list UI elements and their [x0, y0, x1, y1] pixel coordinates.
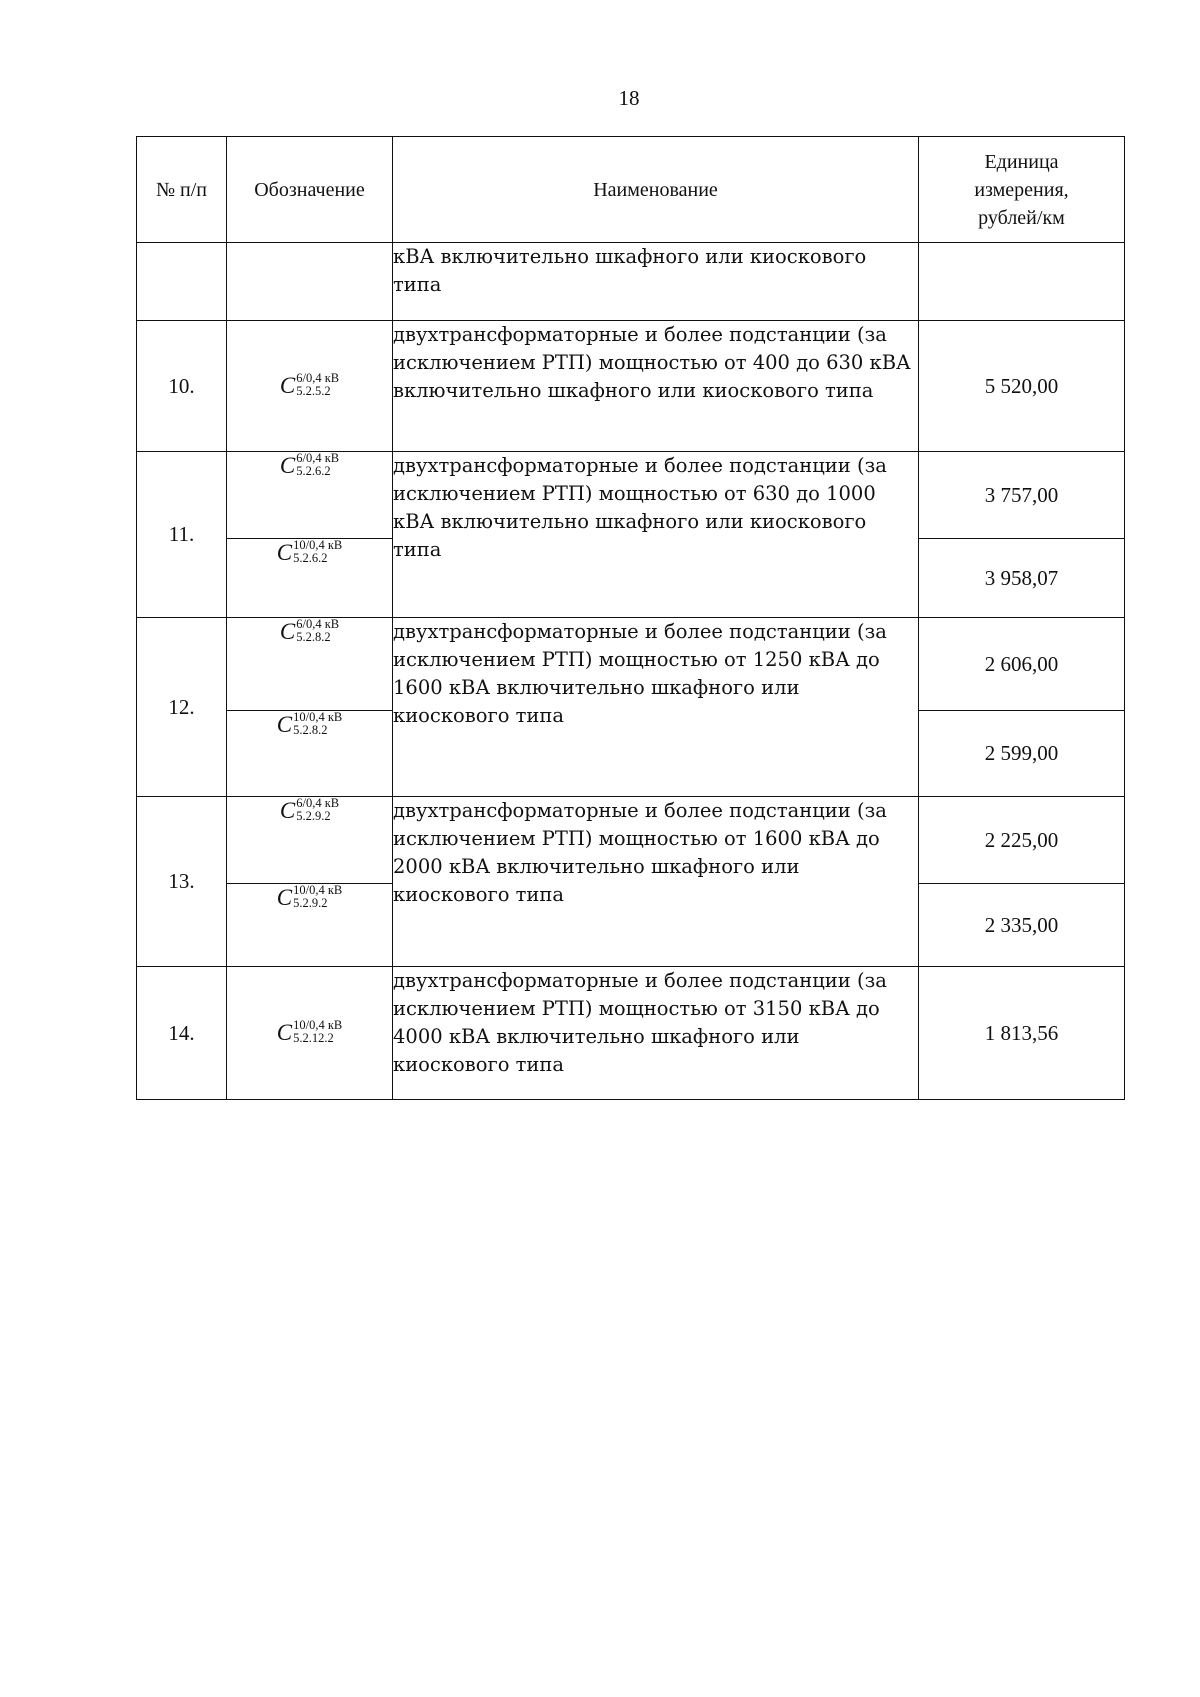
row-code-cell — [227, 243, 393, 321]
symbol-subscript: 5.2.8.2 — [293, 723, 328, 737]
header-price-line: Единица — [984, 150, 1059, 173]
row-price-cell: 2 335,00 — [919, 884, 1125, 967]
designation-symbol — [280, 452, 339, 480]
row-price-cell: 1 813,56 — [919, 967, 1125, 1100]
symbol-letter: C — [276, 885, 293, 910]
page-number: 18 — [618, 86, 640, 110]
row-code-cell — [227, 711, 393, 797]
designation-symbol — [277, 539, 342, 567]
symbol-superscript: 10/0,4 кВ — [293, 883, 343, 897]
designation-symbol — [280, 372, 339, 400]
symbol-subscript: 5.2.5.2 — [296, 384, 331, 398]
table-row — [137, 797, 1125, 884]
header-name: Наименование — [393, 137, 919, 243]
row-price-cell: 3 757,00 — [919, 452, 1125, 539]
row-name-cell: двухтрансформаторные и более подстанции (за исключением РТП) мощностью от 1600 кВА до 2000 кВА включительно шкафного или киоскового типа — [393, 797, 919, 967]
row-price-cell: 5 520,00 — [919, 321, 1125, 452]
table-row — [137, 321, 1125, 452]
row-price-cell — [919, 243, 1125, 321]
header-code: Обозначение — [227, 137, 393, 243]
symbol-superscript: 10/0,4 кВ — [293, 1018, 343, 1032]
row-name-cell: кВА включительно шкафного или киоскового типа — [393, 243, 919, 321]
symbol-superscript: 6/0,4 кВ — [296, 617, 340, 631]
tariff-table — [136, 136, 1125, 1100]
symbol-subscript: 5.2.9.2 — [296, 809, 331, 823]
header-price-line: рублей/км — [978, 206, 1065, 229]
row-price-cell: 2 225,00 — [919, 797, 1125, 884]
row-num-cell: 12. — [137, 618, 227, 797]
row-price-cell: 2 606,00 — [919, 618, 1125, 711]
row-code-cell — [227, 452, 393, 539]
table-row — [137, 967, 1125, 1100]
header-price-line: измерения, — [974, 178, 1069, 201]
row-code-cell — [227, 884, 393, 967]
symbol-subscript: 5.2.6.2 — [293, 551, 328, 565]
symbol-subscript: 5.2.9.2 — [293, 896, 328, 910]
symbol-letter: C — [276, 1020, 293, 1045]
symbol-superscript: 6/0,4 кВ — [296, 451, 340, 465]
row-num-cell: 13. — [137, 797, 227, 967]
row-code-cell — [227, 797, 393, 884]
symbol-letter: C — [276, 540, 293, 565]
symbol-letter: C — [279, 798, 296, 823]
table-row — [137, 452, 1125, 539]
table-row — [137, 243, 1125, 321]
symbol-superscript: 6/0,4 кВ — [296, 371, 340, 385]
header-price — [919, 137, 1125, 243]
symbol-subscript: 5.2.8.2 — [296, 630, 331, 644]
symbol-letter: C — [279, 619, 296, 644]
table-header-row — [137, 137, 1125, 243]
symbol-subscript: 5.2.12.2 — [293, 1031, 334, 1045]
row-num-cell: 10. — [137, 321, 227, 452]
row-name-cell: двухтрансформаторные и более подстанции (за исключением РТП) мощностью от 1250 кВА до 1600 кВА включительно шкафного или киоскового типа — [393, 618, 919, 797]
row-code-cell — [227, 321, 393, 452]
designation-symbol — [277, 884, 342, 912]
row-code-cell — [227, 539, 393, 618]
row-code-cell — [227, 618, 393, 711]
designation-symbol — [277, 711, 342, 739]
symbol-letter: C — [279, 453, 296, 478]
header-num: № п/п — [137, 137, 227, 243]
symbol-letter: C — [276, 712, 293, 737]
symbol-superscript: 10/0,4 кВ — [293, 710, 343, 724]
symbol-superscript: 10/0,4 кВ — [293, 538, 343, 552]
row-num-cell — [137, 243, 227, 321]
symbol-letter: C — [279, 373, 296, 398]
row-price-cell: 2 599,00 — [919, 711, 1125, 797]
row-num-cell: 11. — [137, 452, 227, 618]
designation-symbol — [280, 618, 339, 646]
symbol-subscript: 5.2.6.2 — [296, 464, 331, 478]
row-name-cell: двухтрансформаторные и более подстанции (за исключением РТП) мощностью от 3150 кВА до 4000 кВА включительно шкафного или киоскового типа — [393, 967, 919, 1100]
symbol-superscript: 6/0,4 кВ — [296, 796, 340, 810]
row-name-cell: двухтрансформаторные и более подстанции (за исключением РТП) мощностью от 630 до 1000 кВА включительно шкафного или киоскового типа — [393, 452, 919, 618]
designation-symbol — [280, 797, 339, 825]
table-row — [137, 618, 1125, 711]
row-price-cell: 3 958,07 — [919, 539, 1125, 618]
designation-symbol — [277, 1019, 342, 1047]
row-name-cell: двухтрансформаторные и более подстанции (за исключением РТП) мощностью от 400 до 630 кВА включительно шкафного или киоскового типа — [393, 321, 919, 452]
row-code-cell — [227, 967, 393, 1100]
row-num-cell: 14. — [137, 967, 227, 1100]
